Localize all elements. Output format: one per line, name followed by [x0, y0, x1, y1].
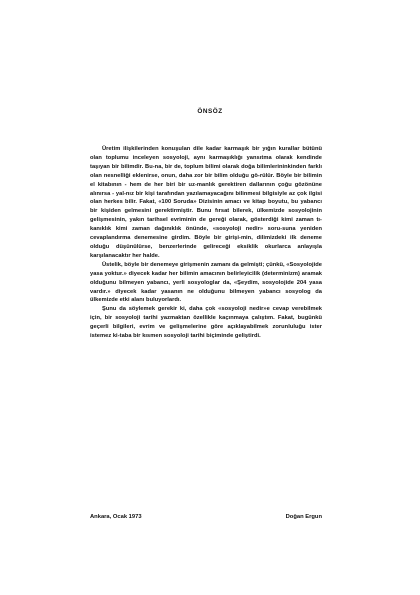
paragraph: Üretim ilişkilerinden konuşulan dile kadar karmaşık bir yığın kurallar bütünü olan toplumu inceleyen sosyoloji, aynı karmaşıklığı yansıtma olarak kendinde taşıyan bir bilimdir. Bu-na, bir de, toplum bilimi olarak doğa bilimlerininkinden farklı olan nesnelliği eklenirse, onun, daha zor bir bilim olduğu gö-rülür. Böyle bir bilimin el kitabının - hem de her biri bir uz-manlık gerektiren dallarının çoğu gözönüne alınırsa - yal-nız bir kişi tarafından yazılamayacağını bilinmesi bilgisiyle az çok ilgisi olan herkes bilir. Fakat, «100 Soruda» Dizisinin amacı ve kitap boyutu, bu yabancı bir kişiden gelmesini gerektirmiştir. Bunu fırsat bilerek, ülkemizde sosyolojinin gelişmesinin, yakın tarihsel evriminin de gereği olarak, gösterdiği kimi zaman tı-kanıklık kimi zaman dağınıklık önünde, «sosyoloji nedir» soru-suna yeniden cevaplandırma denemesine girdim. Böyle bir girişi-min, dilimizdeki ilk deneme olduğu düşünülürse, benzerlerinde gelireceği eksiklik okurlarca anlayışla karşılanacaktır her halde.	[90, 146, 322, 259]
author-name: Doğan Ergun	[285, 514, 322, 520]
place-date: Ankara, Ocak 1973	[90, 514, 142, 520]
preface-body	[90, 145, 322, 341]
page-title: ÖNSÖZ	[197, 108, 223, 115]
paragraph: Şunu da söylemek gerekir ki, daha çok «sosyoloji nedir»e cevap verebilmek için, bir sosyoloji tarihi yazmaktan özellikle kaçınmaya çalıştım. Fakat, bugünkü geçerli bilgileri, evrim ve gelişmelerine göre açıklayabilmek zorunluluğu ister istemez ki-taba bir kısmen sosyoloji tarihi biçiminde geliştirdi.	[90, 306, 322, 340]
paragraph: Üstelik, böyle bir denemeye girişmenin zamanı da gelmişti; çünkü, «Sosyolojide yasa yoktur.» diyecek kadar her bilimin amacının belirleyicilik (determinizm) aramak olduğunu bilmeyen yabancı, yerli sosyologlar da, «Şeydim, sosyolojide 204 yasa vardır.» diyecek kadar yasanın ne olduğunu bilmeyen yabancı sosyolog da ülkemizde etki alanı buluyorlardı.	[90, 261, 322, 304]
